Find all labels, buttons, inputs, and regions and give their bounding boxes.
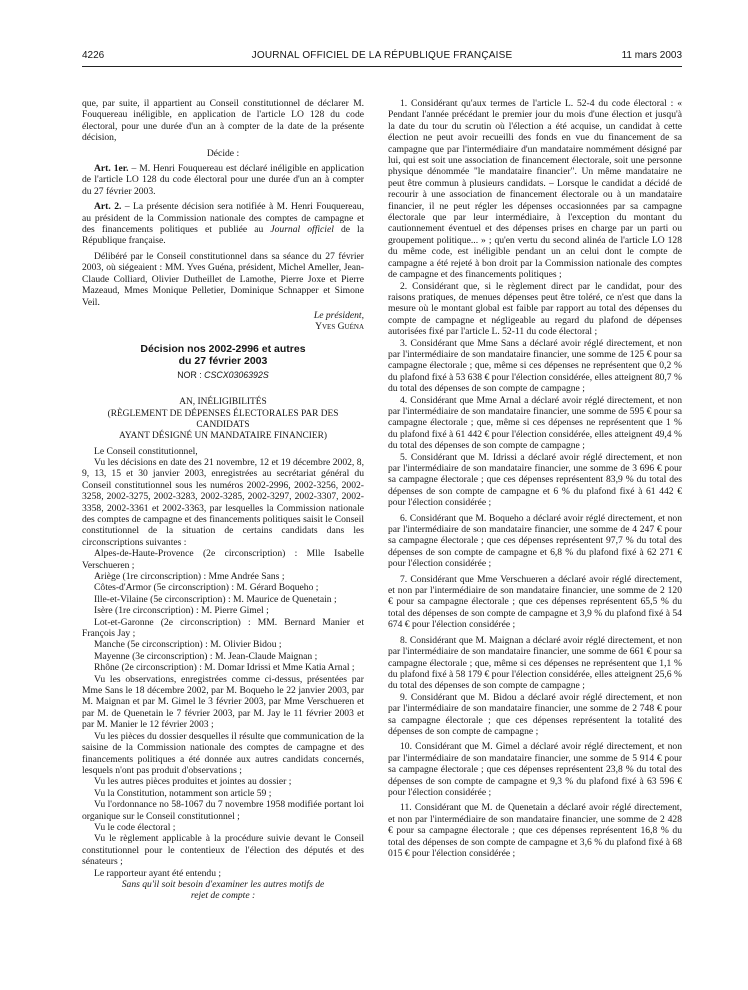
issue-date: 11 mars 2003	[621, 50, 682, 61]
considerant-7: 7. Considérant que Mme Verschueren a déclaré avoir réglé directement, et non par l'intermédiaire de son mandataire financier, une somme de 2 120 € pour sa campagne électorale ; que ces dépenses représentent 65,5 % du total des dépenses de son compte de campagne et 3,9 % du plafond fixé à 54 674 € pour l'élection considérée ;	[388, 573, 682, 631]
nor-label: NOR :	[177, 369, 205, 380]
circonscription-item: Ille-et-Vilaine (5e circonscription) : M. Maurice de Quenetain ;	[94, 593, 337, 605]
council-opening: Le Conseil constitutionnel,	[94, 445, 198, 457]
circonscription-item: Manche (5e circonscription) : M. Olivier Bidou ;	[94, 639, 282, 651]
circonscription-item: Mayenne (3e circonscription) : M. Jean-Claude Maignan ;	[94, 650, 318, 662]
vu-reglement: Vu le règlement applicable à la procédure suivie devant le Conseil constitutionnel pour le contentieux de l'élection des députés et des sénateurs ;	[82, 833, 364, 868]
journal-officiel-italic: Journal officiel	[270, 224, 334, 236]
section-subtitle-1: (RÈGLEMENT DE DÉPENSES ÉLECTORALES PAR DES CANDIDATS	[107, 408, 339, 430]
intro-paragraph: que, par suite, il appartient au Conseil constitutionnel de déclarer M. Fouquereau inéligible, en application de l'article LO 128 du code électoral, pour une durée d'un an à compter de la date de la présente décision,	[82, 98, 364, 144]
decision-title-line-1: Décision nos 2002-2996 et autres	[140, 342, 306, 355]
article-1	[82, 163, 364, 197]
article-1-text: – M. Henri Fouquereau est déclaré inéligible en application de l'article LO 128 du code électoral pour une durée d'un an à compter du 27 février 2003.	[82, 163, 364, 197]
considerant-3: 3. Considérant que Mme Sans a déclaré avoir réglé directement, et non par l'intermédiaire de son mandataire financier, une somme de 125 € pour sa campagne électorale ; que, même si ces dépenses ne représentent que 0,2 % du plafond fixé à 53 638 € pour l'élection considérée, elles atteignent 80,7 % du total des dépenses de son compte de campagne ;	[388, 337, 682, 395]
considerant-6: 6. Considérant que M. Boqueho a déclaré avoir réglé directement, et non par l'intermédiaire de son mandataire financier, une somme de 4 247 € pour sa campagne électorale ; que ces dépenses représentent 97,7 % du total des dépenses de son compte de campagne et 6,8 % du plafond fixé à 62 271 € pour l'élection considérée ;	[388, 512, 682, 570]
considerant-9: 9. Considérant que M. Bidou a déclaré avoir réglé directement, et non par l'intermédiaire de son mandataire financier, une somme de 2 748 € pour sa campagne électorale ; que ces dépenses représentent la totalité des dépenses de son compte de campagne ;	[388, 691, 682, 737]
vu-decisions: Vu les décisions en date des 21 novembre, 12 et 19 décembre 2002, 8, 9, 13, 15 et 30 janvier 2003, enregistrées au secrétariat général du Conseil constitutionnel sous les numéros 2002-2996, 2002-3256, 2002-3258, 2002-3275, 2002-3283, 2002-3285, 2002-3297, 2002-3307, 2002-3358, 2002-3361 et 2002-3363, par lesquelles la Commission nationale des comptes de campagne et des financements politiques saisit le Conseil constitutionnel de la situation de certains candidats dans les circonscriptions suivantes :	[82, 456, 364, 548]
decision-title	[82, 343, 364, 368]
vu-autres-pieces: Vu les autres pièces produites et jointes au dossier ;	[94, 776, 292, 788]
article-2-text: – La présente décision sera notifiée à M. Henri Fouquereau, au président de la Commission nationale des comptes de campagne et des financements politiques et publiée au	[82, 201, 364, 236]
circonscription-item: Ariège (1re circonscription) : Mme Andrée Sans ;	[94, 571, 285, 582]
circonscription-item: Côtes-d'Armor (5e circonscription) : M. Gérard Boqueho ;	[94, 582, 319, 594]
section-title: AN, INÉLIGIBILITÉS	[179, 397, 267, 408]
vu-observations: Vu les observations, enregistrées comme ci-dessus, présentées par Mme Sans le 18 décembre 2002, par M. Boqueho le 22 janvier 2003, par M. Maignan et par M. Gimel le 3 février 2003, par Mme Verschueren et par M. de Quenetain le 7 février 2003, par M. Jay le 11 février 2003 et par M. Manier le 12 février 2003 ;	[82, 673, 364, 731]
page-number: 4226	[82, 50, 105, 61]
vu-pieces: Vu les pièces du dossier desquelles il résulte que communication de la saisine de la Commission nationale des comptes de campagne et des financements politiques a été donnée aux autres candidats concernés, lesquels n'ont pas produit d'observations ;	[82, 730, 364, 776]
article-1-label: Art. 1er.	[94, 163, 129, 175]
deliberation-paragraph: Délibéré par le Conseil constitutionnel dans sa séance du 27 février 2003, où siégeaient : MM. Yves Guéna, président, Michel Ameller, Jean-Claude Colliard, Olivier Dutheillet de Lamothe, Pierre Joxe et Pierre Mazeaud, Mmes Monique Pelletier, Dominique Schnapper et Simone Veil.	[82, 250, 364, 308]
nor-reference	[82, 370, 364, 381]
nor-code: CSCX0306392S	[204, 369, 269, 380]
sans-qu-il-line-1: Sans qu'il soit besoin d'examiner les autres motifs de	[121, 878, 325, 890]
signature-name: Yves Guéna	[315, 321, 364, 333]
considerant-10: 10. Considérant que M. Gimel a déclaré avoir réglé directement, et non par l'intermédiaire de son mandataire financier, une somme de 5 914 € pour sa campagne électorale ; que ces dépenses représentent 23,8 % du total des dépenses de son compte de campagne et 9,3 % du plafond fixé à 63 596 € pour l'élection considérée ;	[388, 741, 682, 798]
circonscription-item: Lot-et-Garonne (2e circonscription) : MM. Bernard Manier et François Jay ;	[82, 616, 364, 640]
vu-ordonnance: Vu l'ordonnance no 58-1067 du 7 novembre 1958 modifiée portant loi organique sur le Conseil constitutionnel ;	[82, 799, 364, 822]
considerant-1: 1. Considérant qu'aux termes de l'article L. 52-4 du code électoral : « Pendant l'année précédant le premier jour du mois d'une élection et jusqu'à la date du tour du scrutin où l'élection a été acquise, un candidat à cette élection ne peut avoir recueilli des fonds en vue du financement de sa campagne que par l'intermédiaire d'un mandataire nommément désigné par lui, qui est soit une association de financement électorale, soit une personne physique dénommée "le mandataire financier". Un même mandataire ne peut être commun à plusieurs candidats. – Lorsque le candidat a décidé de recourir à une association de financement électorale ou à un mandataire financier, il ne peut régler les dépenses occasionnées par sa campagne électorale que par leur intermédiaire, à l'exception du montant du cautionnement éventuel et des dépenses prises en charge par un parti ou groupement politique... » ; qu'en vertu du second alinéa de l'article LO 128 du même code, est inéligible pendant un an celui dont le compte de campagne a été rejeté à bon droit par la Commission nationale des comptes de campagne et des financements politiques ;	[388, 98, 682, 281]
sans-qu-il-line-2: rejet de compte :	[190, 890, 256, 902]
left-column	[82, 98, 364, 902]
page-header	[82, 50, 682, 67]
circonscription-item: Alpes-de-Haute-Provence (2e circonscription) : Mlle Isabelle Verschueren ;	[82, 548, 364, 571]
considerant-4: 4. Considérant que Mme Arnal a déclaré avoir réglé directement, et non par l'intermédiaire de son mandataire financier, une somme de 595 € pour sa campagne électorale ; que, même si ces dépenses ne représentent que 1 % du plafond fixé à 61 442 € pour l'élection considérée, elles atteignent 49,4 % du total des dépenses de son compte de campagne ;	[388, 394, 682, 452]
decide-heading: Décide :	[206, 147, 240, 159]
right-column	[388, 98, 682, 859]
article-2-end: de la République française.	[82, 224, 364, 247]
article-2	[82, 201, 364, 247]
vu-code-electoral: Vu le code électoral ;	[94, 821, 176, 833]
journal-title: JOURNAL OFFICIEL DE LA RÉPUBLIQUE FRANÇAISE	[251, 50, 513, 61]
decision-title-line-2: du 27 février 2003	[178, 355, 268, 368]
article-2-label: Art. 2.	[94, 201, 122, 213]
considerant-5: 5. Considérant que M. Idrissi a déclaré avoir réglé directement, et non par l'intermédiaire de son mandataire financier, une somme de 3 696 € pour sa campagne électorale ; que ces dépenses représentent 83,9 % du total des dépenses de son compte de campagne et 6 % du plafond fixé à 61 442 € pour l'élection considérée ;	[388, 451, 682, 509]
circonscription-item: Isère (1re circonscription) : M. Pierre Gimel ;	[94, 605, 269, 617]
considerant-11: 11. Considérant que M. de Quenetain a déclaré avoir réglé directement, et non par l'intermédiaire de son mandataire financier, une somme de 2 428 € pour sa campagne électorale ; que ces dépenses représentent 16,8 % du total des dépenses de son compte de campagne et 3,6 % du plafond fixé à 68 015 € pour l'élection considérée ;	[388, 802, 682, 859]
vu-constitution: Vu la Constitution, notamment son article 59 ;	[94, 787, 272, 799]
considerant-2: 2. Considérant que, si le règlement direct par le candidat, pour des raisons pratiques, de menues dépenses peut être toléré, ce n'est que dans la mesure où le montant global est faible par rapport au total des dépenses du compte de campagne et négligeable au regard du plafond de dépenses autorisées fixé par l'article L. 52-11 du code électoral ;	[388, 280, 682, 338]
section-subtitle-2: AYANT DÉSIGNÉ UN MANDATAIRE FINANCIER)	[118, 430, 328, 441]
considerant-8: 8. Considérant que M. Maignan a déclaré avoir réglé directement, et non par l'intermédiaire de son mandataire financier, une somme de 661 € pour sa campagne électorale ; que, même si ces dépenses ne représentent que 1,1 % du plafond fixé à 58 179 € pour l'élection considérée, elles atteignent 25,6 % du total des dépenses de son compte de campagne ;	[388, 634, 682, 692]
signature-role: Le président,	[313, 309, 364, 321]
circonscription-item: Rhône (2e circonscription) : M. Domar Idrissi et Mme Katia Arnal ;	[94, 662, 355, 674]
rapporteur-line: Le rapporteur ayant été entendu ;	[94, 867, 222, 879]
